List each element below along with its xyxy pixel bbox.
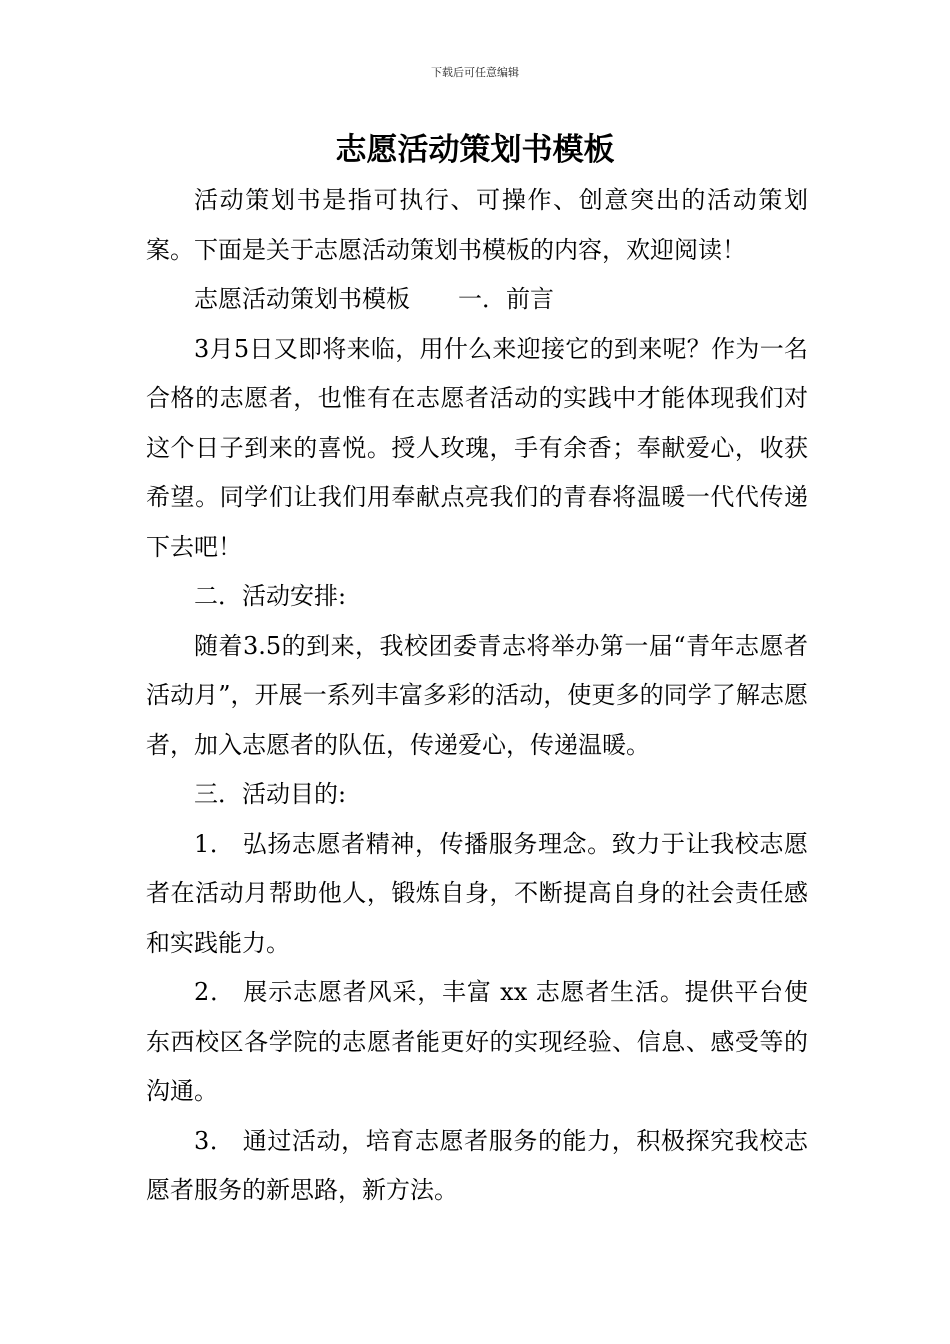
list-item-text: 展示志愿者风采，丰富 xx 志愿者生活。提供平台使东西校区各学院的志愿者能更好的实现经验、信息、感受等的沟通。 — [146, 978, 808, 1105]
section2-paragraph: 随着3.5的到来，我校团委青志将举办第一届“青年志愿者活动月”，开展一系列丰富多彩的活动，使更多的同学了解志愿者，加入志愿者的队伍，传递爱心，传递温暖。 — [146, 631, 808, 759]
document-title: 志愿活动策划书模板 — [335, 132, 615, 168]
list-item — [146, 1117, 808, 1216]
list-item — [146, 820, 808, 969]
subheading-line — [146, 275, 808, 325]
list-item-number: 2． — [194, 978, 235, 1006]
intro-paragraph: 活动策划书是指可执行、可操作、创意突出的活动策划案。下面是关于志愿活动策划书模板的内容，欢迎阅读！ — [146, 186, 808, 264]
preface-paragraph: 3月5日又即将来临，用什么来迎接它的到来呢？作为一名合格的志愿者，也惟有在志愿者活动的实践中才能体现我们对这个日子到来的喜悦。授人玫瑰，手有余香；奉献爱心，收获希望。同学们让我们用奉献点亮我们的青春将温暖一代代传递下去吧！ — [146, 334, 808, 561]
section3-heading: 三．活动目的: — [194, 780, 347, 808]
list-item-number: 3． — [194, 1126, 235, 1155]
list-item-text: 通过活动，培育志愿者服务的能力，积极探究我校志愿者服务的新思路，新方法。 — [146, 1126, 808, 1204]
section2-heading: 二．活动安排: — [194, 582, 347, 610]
subheading-right: 一．前言 — [458, 285, 554, 313]
header-note: 下载后可任意编辑 — [431, 66, 519, 79]
subheading-left: 志愿活动策划书模板 — [194, 285, 410, 313]
document-body — [146, 176, 808, 1216]
list-item — [146, 968, 808, 1117]
list-item-number: 1． — [194, 829, 235, 858]
list-item-text: 弘扬志愿者精神，传播服务理念。致力于让我校志愿者在活动月帮助他人，锻炼自身，不断提高自身的社会责任感和实践能力。 — [146, 829, 808, 957]
